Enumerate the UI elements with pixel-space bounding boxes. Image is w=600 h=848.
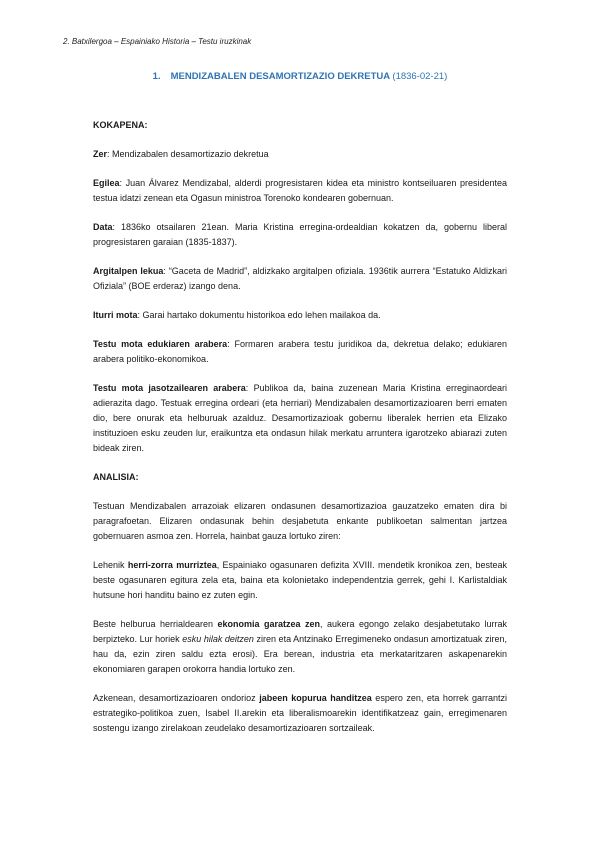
p2-mid: , aukera egongo zelako desjabetutako lurrak berpizteko. Lur horiek	[93, 619, 507, 644]
field-edukia-label: Testu mota edukiaren arabera	[93, 339, 228, 349]
p2-italic: esku hilak deitzen	[182, 634, 254, 644]
field-data-label: Data	[93, 222, 113, 232]
p1-post: , Espainiako ogasunaren defizita XVIII. mendetik kronikoa zen, besteak beste ogasunaren egitura zela eta, baina eta kolonietako independentzia gerrek, gehi I. Karlistaldiak hutsune hori handitu baino ez zuten egin.	[93, 560, 507, 600]
field-zer-label: Zer	[93, 149, 108, 159]
p3-post: espero zen, eta horrek garrantzi estrategiko-politikoa zuen, Isabel II.arekin eta liberalismoarekin identifikatzeaz gain, erregimenaren sostengu izango zirelakoan zeudelako desamortizazioaren sortzaileak.	[93, 693, 507, 733]
field-iturri-text: : Garai hartako dokumentu historikoa edo lehen mailakoa da.	[137, 310, 381, 320]
field-edukia	[93, 337, 507, 367]
field-egilea	[93, 176, 507, 206]
field-jasotzailea	[93, 381, 507, 456]
p1-pre: Lehenik	[93, 560, 128, 570]
field-argitalpen-text: : “Gaceta de Madrid”, aldizkako argitalpen ofiziala. 1936tik aurrera “Estatuko Aldizkari Ofiziala” (BOE erderaz) izango dena.	[93, 266, 507, 291]
field-data-text: : 1836ko otsailaren 21ean. Maria Kristina erregina-ordealdian kokatzen da, gobernu liberal progresistaren garaian (1835-1837).	[93, 222, 507, 247]
p2-post: ziren eta Antzinako Erregimeneko ondasun amortizatuak ziren, hau da, ezin ziren saldu ezta erosi). Era berean, industria eta merkataritzaren askapenarekin ekonomiaren garapen orokorra handia lortuko zen.	[93, 634, 508, 674]
document-body	[93, 118, 507, 750]
field-data	[93, 220, 507, 250]
title-text: MENDIZABALEN DESAMORTIZAZIO DEKRETUA	[170, 71, 390, 82]
section-kokapena-heading: KOKAPENA:	[93, 120, 148, 130]
p3-bold: jabeen kopurua handitzea	[259, 693, 372, 703]
field-jasotzailea-label: Testu mota jasotzailearen arabera	[93, 383, 246, 393]
field-argitalpen-label: Argitalpen lekua	[93, 266, 164, 276]
analisia-paragraph-1	[93, 558, 507, 603]
section-analisia-heading: ANALISIA:	[93, 472, 139, 482]
title-number: 1.	[152, 71, 161, 82]
analisia-paragraph-3	[93, 691, 507, 736]
field-edukia-text: : Formaren arabera testu juridikoa da, dekretua delako; edukiaren arabera politiko-ekonomikoa.	[93, 339, 507, 364]
field-zer-text: : Mendizabalen desamortizazio dekretua	[107, 149, 269, 159]
field-egilea-text: : Juan Álvarez Mendizabal, alderdi progresistaren kidea eta ministro kontseiluaren presidentea testua idatzi zenean eta Ogasun ministroa Torenoko kondearen gobernuan.	[93, 178, 507, 203]
field-jasotzailea-text: : Publikoa da, baina zuzenean Maria Kristina erreginaordeari adierazita dago. Testuak erregina ordeari (eta herriari) Mendizabalen desamortizazioaren berri ematen dio, bere onurak eta helburuak azalduz. Desamortizazioak gobernu liberalek herrien eta Elizako instituzioen esku zeuden lur, eraikuntza eta ondasun hilak merkatu arruntera igarotzeko abiarazi zuten bideak ziren.	[93, 383, 507, 453]
p2-pre: Beste helburua herrialdearen	[93, 619, 218, 629]
field-zer	[93, 147, 507, 162]
document-title	[0, 71, 600, 82]
analisia-intro: Testuan Mendizabalen arrazoiak elizaren ondasunen desamortizazioa gauzatzeko ematen dira bi paragrafoetan. Elizaren ondasunak behin desjabetuta enkante publikoetan salmentan jartzea gobernuaren asmoa zen. Horrela, hainbat gauza lortuko ziren:	[93, 501, 507, 541]
field-argitalpen	[93, 264, 507, 294]
title-date: (1836-02-21)	[392, 71, 448, 82]
p2-bold: ekonomia garatzea zen	[217, 619, 320, 629]
p1-bold: herri-zorra murriztea	[127, 560, 217, 570]
field-egilea-label: Egilea	[93, 178, 120, 188]
analisia-paragraph-2	[93, 617, 507, 677]
field-iturri-label: Iturri mota	[93, 310, 138, 320]
page-header: 2. Batxilergoa – Espainiako Historia – Testu iruzkinak	[63, 37, 252, 46]
p3-pre: Azkenean, desamortizazioaren ondorioz	[93, 693, 260, 703]
field-iturri	[93, 308, 507, 323]
